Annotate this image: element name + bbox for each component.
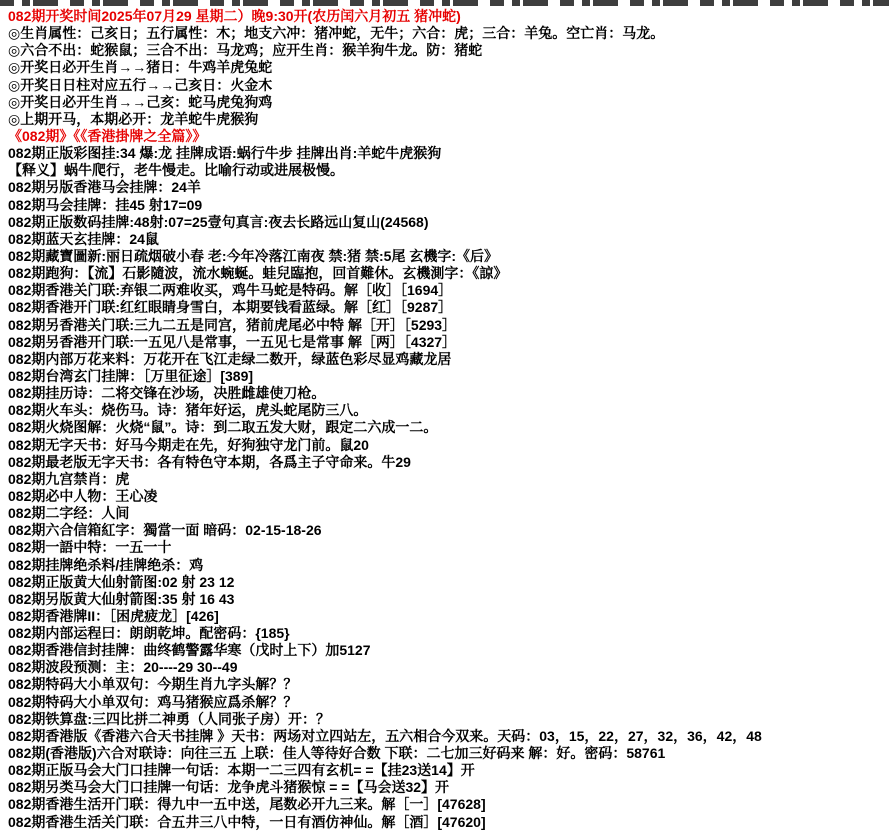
text-line: ◎生肖属性：己亥日；五行属性：木；地支六冲：猪冲蛇，无牛；六合：虎；三合：羊兔。空亡肖：马龙。 (8, 25, 665, 42)
text-line: 082期另版黄大仙射箭图:35 射 16 43 (8, 590, 235, 607)
text-line: ◎上期开马，本期必开：龙羊蛇牛虎猴狗 (8, 110, 259, 127)
text-line: 082期香港信封挂牌：曲终鹤警露华寒（戊时上下）加5127 (8, 642, 371, 659)
text-line: 082期蓝天玄挂牌：24鼠 (8, 230, 159, 247)
text-line: 082期香港牌II：［困虎疲龙］[426] (8, 607, 219, 624)
text-line: 082期正版马会大门口挂牌一句话：本期一二三四有玄机= =【挂23送14】开 (8, 762, 475, 779)
text-line: 082期火烧图解：火烧“鼠”。诗：到二取五发大财，跟定二六成一二。 (8, 419, 438, 436)
text-line: 082期正版彩图挂:34 爆:龙 挂牌成语:蜗行牛步 挂牌出肖:羊蛇牛虎猴狗 (8, 145, 442, 162)
text-line: 082期挂牌绝杀料/挂牌绝杀：鸡 (8, 556, 204, 573)
text-line: 《082期》《《香港掛牌之全篇》》 (8, 127, 207, 144)
text-line: 082期另版香港马会挂牌：24羊 (8, 179, 201, 196)
text-line: 082期(香港版)六合对联诗：向往三五 上联：佳人等待好合数 下联：二七加三好码来 解：好。密码：58761 (8, 745, 666, 762)
text-line: 082期内部万花来料：万花开在飞江走绿二数开，绿蓝色彩尽显鸡藏龙居 (8, 350, 452, 367)
text-line: ◎开奖日必开生肖→→猪日：牛鸡羊虎兔蛇 (8, 59, 273, 76)
cutoff-text-strip (0, 0, 889, 6)
text-line: 082期一語中特：一五一十 (8, 539, 172, 556)
text-line: 082期铁算盘:三四比拼二神勇（人同张子房）开：？ (8, 710, 331, 727)
text-line: 082期二字经：人间 (8, 505, 130, 522)
text-line: 082期香港关门联:弃银二两难收买，鸡牛马蛇是特码。解［收］［1694］ (8, 282, 453, 299)
text-line: 082期香港生活关门联：合五井三八中特，一日有酒仿神仙。解［酒］[47620] (8, 813, 486, 830)
text-line: ◎开奖日日柱对应五行→→己亥日：火金木 (8, 76, 273, 93)
text-line: 082期火车头：烧伤马。诗：猪年好运，虎头蛇尾防三八。 (8, 402, 368, 419)
text-line: 082期另类马会大门口挂牌一句话：龙争虎斗猪猴惊 = =【马会送32】开 (8, 779, 450, 796)
text-line: 082期香港生活开门联：得九中一五中送，尾数必开九三来。解［一］[47628] (8, 796, 486, 813)
text-line: 082期六合信箱紅字：獨當一面 暗码：02-15-18-26 (8, 522, 322, 539)
text-line: 082期最老版无字天书：各有特色守本期，各爲主子守命来。牛29 (8, 453, 411, 470)
text-line: 082期波段预测：主：20----29 30--49 (8, 659, 238, 676)
text-line: 082期香港版《香港六合天书挂牌 》天书：两场对立四站左，五六相合今双来。天码：03，15，22，27，32，36，42，48 (8, 727, 762, 744)
text-line: 082期香港开门联:红红眼睛身雪白，本期要钱看蓝绿。解［红］［9287］ (8, 299, 453, 316)
text-line: 082期九宫禁肖：虎 (8, 470, 130, 487)
text-line: 082期另香港关门联:三九二五是同宫，猪前虎尾必中特 解［开］［5293］ (8, 316, 457, 333)
text-line: 082期特码大小单双句：鸡马猪猴应爲杀解？？ (8, 693, 298, 710)
text-line: 082期内部运程曰：朗朗乾坤。配密码：{185} (8, 625, 290, 642)
text-line: 082期马会挂牌：挂45 射17=09 (8, 196, 203, 213)
text-line: 082期特码大小单双句：今期生肖九字头解？？ (8, 676, 298, 693)
text-line: 082期跑狗：【流】石影隨波，流水蜿蜒。蛙兒臨抱，回首難休。玄機測字：《諒》 (8, 265, 508, 282)
text-line: 082期开奖时间2025年07月29 星期二）晚9:30开(农历闰六月初五 猪冲蛇) (8, 8, 461, 24)
text-line: 082期挂历诗：二将交锋在沙场，决胜雌雄使刀枪。 (8, 385, 326, 402)
content-lines (0, 6, 889, 831)
text-line: 082期必中人物：王心凌 (8, 487, 158, 504)
text-line: 082期正版数码挂牌:48射:07=25壹句真言:夜去长路远山复山(24568) (8, 213, 429, 230)
text-line: ◎开奖日必开生肖→→己亥：蛇马虎兔狗鸡 (8, 93, 273, 110)
text-line: 082期无字天书：好马今期走在先，好狗独守龙门前。鼠20 (8, 436, 369, 453)
text-line: 082期正版黄大仙射箭图:02 射 23 12 (8, 573, 235, 590)
text-line: 082期另香港开门联:一五见八是常事，一五见七是常事 解［两］［4327］ (8, 333, 457, 350)
text-line: 082期台湾玄门挂牌：［万里征途］[389] (8, 367, 254, 384)
text-line: 082期藏寶圖新:丽日疏烟破小春 老:今年冷落江南夜 禁:猪 禁:5尾 玄機字:《后》 (8, 247, 499, 264)
text-line: 【释义】蜗牛爬行，老牛慢走。比喻行动或进展极慢。 (8, 162, 344, 179)
text-line: ◎六合不出：蛇猴鼠；三合不出：马龙鸡；应开生肖：猴羊狗牛龙。防：猪蛇 (8, 42, 483, 59)
